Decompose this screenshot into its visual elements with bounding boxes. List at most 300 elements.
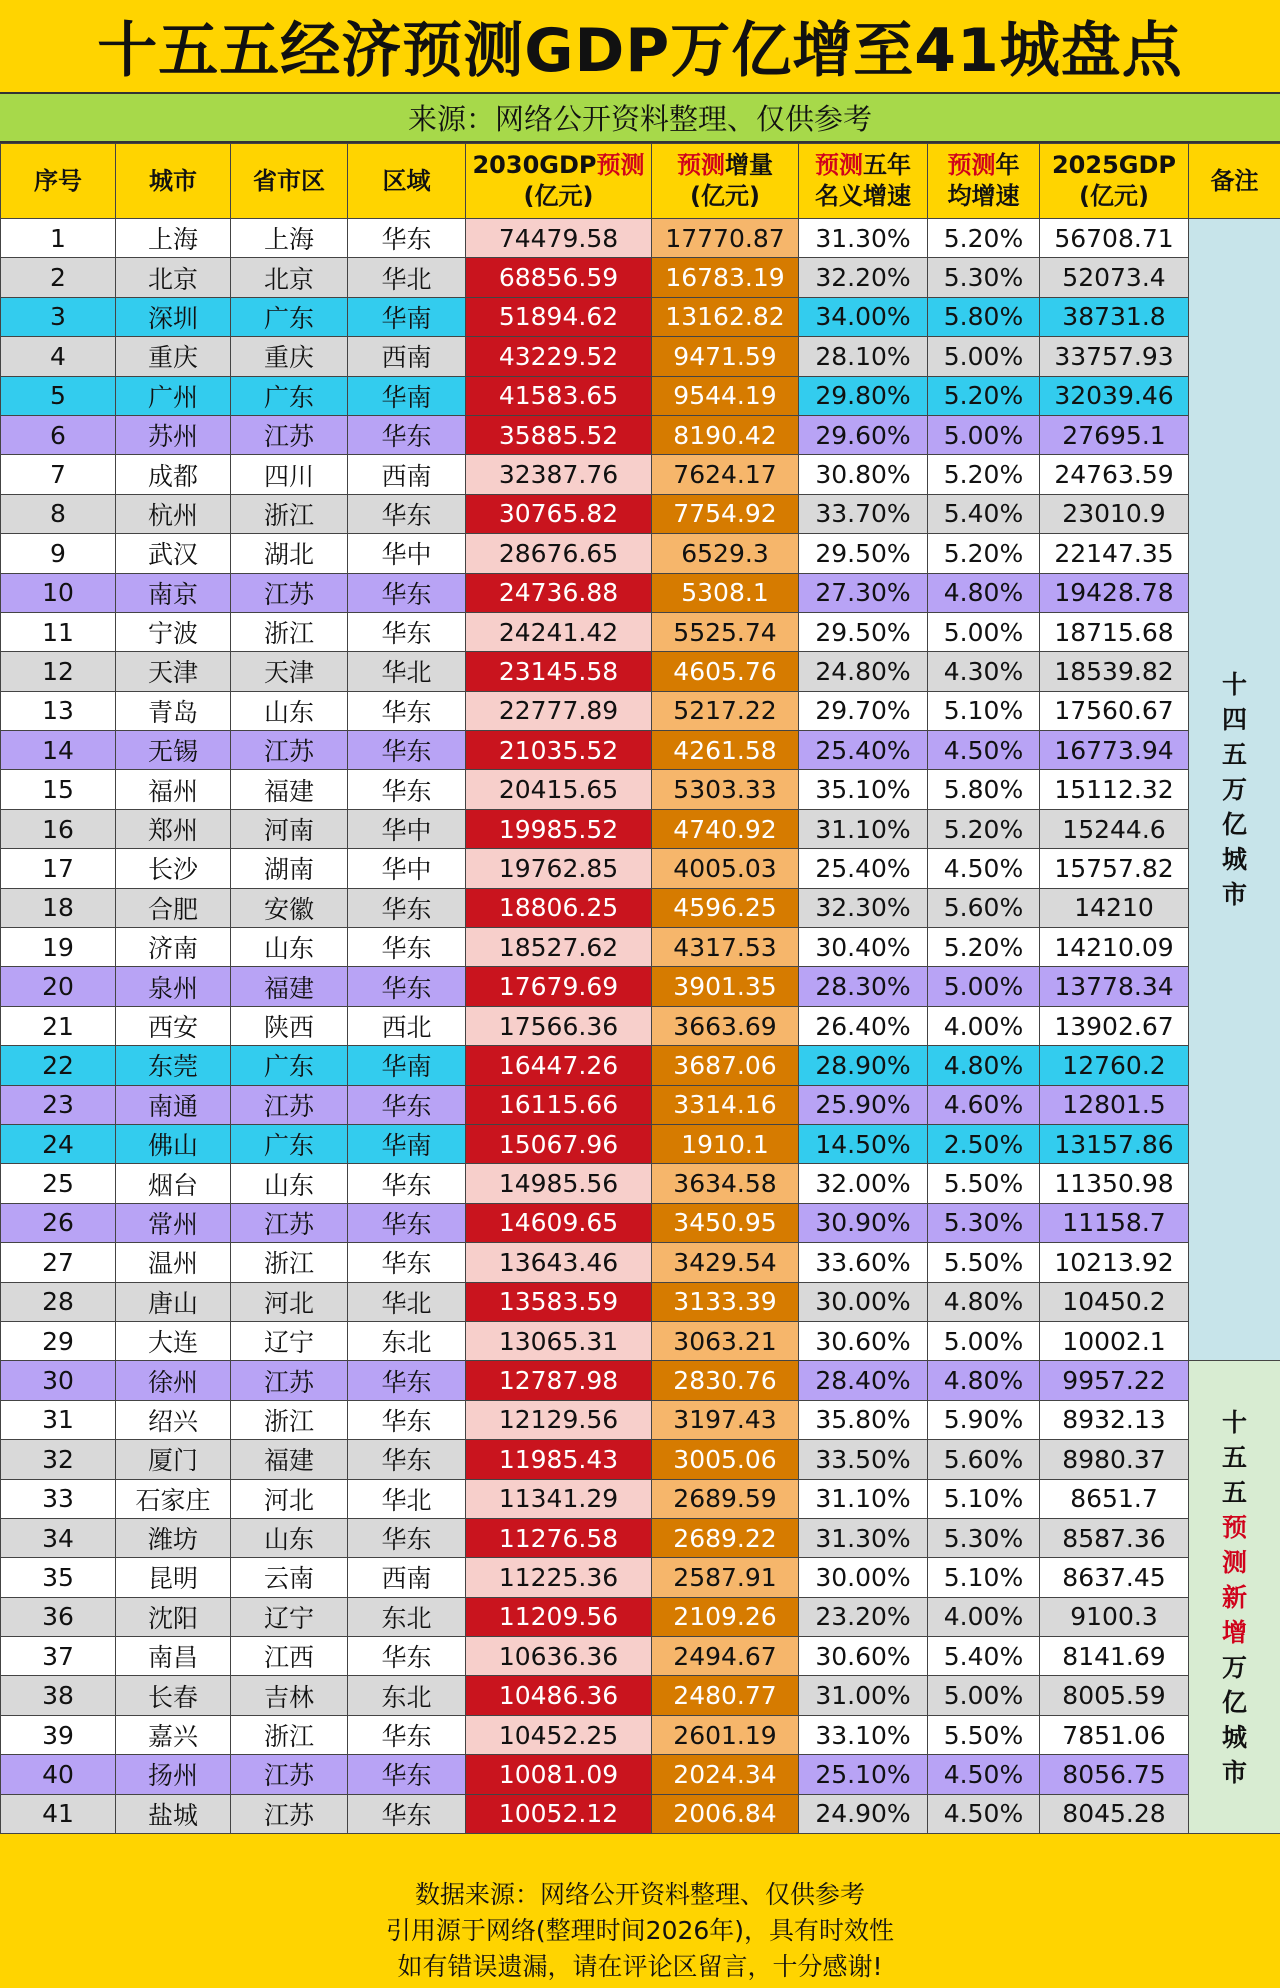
cell-increment: 3005.06: [652, 1440, 799, 1479]
cell-increment: 16783.19: [652, 258, 799, 297]
table-row: [1, 888, 1280, 927]
cell-nominal-growth: 31.10%: [799, 809, 928, 848]
cell-nominal-growth: 27.30%: [799, 573, 928, 612]
cell-annual-growth: 5.00%: [928, 337, 1040, 376]
header-avg-line2: 均增速: [947, 182, 1020, 210]
table-row: [1, 1243, 1280, 1282]
cell-province: 四川: [231, 455, 348, 494]
table-row: [1, 928, 1280, 967]
cell-gdp2030: 14985.56: [466, 1164, 652, 1203]
cell-province: 江苏: [231, 573, 348, 612]
cell-province: 天津: [231, 652, 348, 691]
cell-increment: 5217.22: [652, 691, 799, 730]
cell-region: 华东: [348, 731, 466, 770]
cell-annual-growth: 5.30%: [928, 258, 1040, 297]
cell-province: 江苏: [231, 1755, 348, 1794]
table-row: [1, 337, 1280, 376]
cell-city: 无锡: [116, 731, 231, 770]
cell-annual-growth: 5.00%: [928, 612, 1040, 651]
cell-annual-growth: 5.60%: [928, 1440, 1040, 1479]
cell-city: 常州: [116, 1203, 231, 1242]
cell-annual-growth: 5.20%: [928, 534, 1040, 573]
cell-region: 华东: [348, 967, 466, 1006]
cell-gdp2025: 24763.59: [1040, 455, 1189, 494]
cell-gdp2030: 17679.69: [466, 967, 652, 1006]
cell-gdp2030: 10636.36: [466, 1637, 652, 1676]
cell-nominal-growth: 29.60%: [799, 415, 928, 454]
cell-increment: 3197.43: [652, 1400, 799, 1439]
cell-city: 厦门: [116, 1440, 231, 1479]
cell-gdp2025: 14210.09: [1040, 928, 1189, 967]
cell-seq: 13: [1, 691, 116, 730]
header-gdp2025-label: 2025GDP: [1051, 151, 1176, 179]
table-row: [1, 1006, 1280, 1045]
cell-city: 长沙: [116, 849, 231, 888]
cell-gdp2030: 32387.76: [466, 455, 652, 494]
cell-seq: 16: [1, 809, 116, 848]
cell-region: 华东: [348, 928, 466, 967]
cell-province: 北京: [231, 258, 348, 297]
cell-province: 辽宁: [231, 1597, 348, 1636]
cell-gdp2030: 35885.52: [466, 415, 652, 454]
cell-annual-growth: 4.50%: [928, 849, 1040, 888]
note-char: 亿: [1221, 810, 1247, 840]
table-row: [1, 1676, 1280, 1715]
note-char: 五: [1221, 1442, 1247, 1472]
note-char: 亿: [1221, 1687, 1247, 1717]
cell-nominal-growth: 30.00%: [799, 1558, 928, 1597]
cell-city: 重庆: [116, 337, 231, 376]
table-row: [1, 1755, 1280, 1794]
cell-annual-growth: 4.60%: [928, 1085, 1040, 1124]
header-increment: [652, 144, 799, 219]
cell-gdp2025: 15112.32: [1040, 770, 1189, 809]
cell-annual-growth: 5.00%: [928, 1321, 1040, 1360]
cell-annual-growth: 4.00%: [928, 1597, 1040, 1636]
cell-annual-growth: 5.20%: [928, 928, 1040, 967]
cell-annual-growth: 4.80%: [928, 1282, 1040, 1321]
cell-province: 陕西: [231, 1006, 348, 1045]
cell-gdp2030: 51894.62: [466, 297, 652, 336]
cell-annual-growth: 5.10%: [928, 1479, 1040, 1518]
table-row: [1, 1794, 1280, 1833]
cell-nominal-growth: 24.80%: [799, 652, 928, 691]
cell-nominal-growth: 31.10%: [799, 1479, 928, 1518]
cell-region: 西南: [348, 455, 466, 494]
cell-province: 浙江: [231, 1715, 348, 1754]
cell-seq: 32: [1, 1440, 116, 1479]
cell-annual-growth: 5.20%: [928, 376, 1040, 415]
header-nominal-growth: [799, 144, 928, 219]
cell-gdp2025: 8045.28: [1040, 1794, 1189, 1833]
table-row: [1, 1400, 1280, 1439]
cell-increment: 2006.84: [652, 1794, 799, 1833]
cell-city: 西安: [116, 1006, 231, 1045]
table-row: [1, 967, 1280, 1006]
cell-annual-growth: 5.20%: [928, 455, 1040, 494]
cell-increment: 5303.33: [652, 770, 799, 809]
cell-nominal-growth: 30.00%: [799, 1282, 928, 1321]
header-nom-hl: 预测: [815, 151, 863, 179]
cell-seq: 31: [1, 1400, 116, 1439]
cell-region: 华东: [348, 1440, 466, 1479]
cell-annual-growth: 4.50%: [928, 1794, 1040, 1833]
cell-increment: 7624.17: [652, 455, 799, 494]
cell-province: 福建: [231, 1440, 348, 1479]
cell-gdp2030: 21035.52: [466, 731, 652, 770]
cell-province: 安徽: [231, 888, 348, 927]
cell-region: 华东: [348, 1637, 466, 1676]
cell-gdp2025: 14210: [1040, 888, 1189, 927]
note-char: 城: [1221, 1722, 1247, 1752]
header-note: 备注: [1189, 144, 1280, 219]
note-char: 四: [1221, 705, 1247, 735]
cell-seq: 36: [1, 1597, 116, 1636]
cell-region: 华东: [348, 691, 466, 730]
cell-city: 合肥: [116, 888, 231, 927]
cell-seq: 25: [1, 1164, 116, 1203]
cell-province: 浙江: [231, 612, 348, 651]
note-fifteenth-plan-new-cities: [1189, 1361, 1280, 1834]
gdp-table: [0, 143, 1280, 1834]
cell-seq: 21: [1, 1006, 116, 1045]
footer-line-2: 引用源于网络(整理时间2026年)，具有时效性: [385, 1916, 895, 1945]
cell-gdp2025: 23010.9: [1040, 494, 1189, 533]
table-row: [1, 573, 1280, 612]
cell-nominal-growth: 32.30%: [799, 888, 928, 927]
cell-annual-growth: 2.50%: [928, 1124, 1040, 1163]
cell-city: 沈阳: [116, 1597, 231, 1636]
cell-seq: 22: [1, 1046, 116, 1085]
cell-nominal-growth: 26.40%: [799, 1006, 928, 1045]
cell-city: 盐城: [116, 1794, 231, 1833]
cell-region: 华中: [348, 849, 466, 888]
cell-nominal-growth: 34.00%: [799, 297, 928, 336]
cell-nominal-growth: 23.20%: [799, 1597, 928, 1636]
cell-gdp2025: 10450.2: [1040, 1282, 1189, 1321]
cell-gdp2030: 12129.56: [466, 1400, 652, 1439]
cell-gdp2025: 19428.78: [1040, 573, 1189, 612]
cell-seq: 39: [1, 1715, 116, 1754]
cell-region: 华北: [348, 258, 466, 297]
cell-seq: 17: [1, 849, 116, 888]
cell-gdp2030: 10486.36: [466, 1676, 652, 1715]
cell-increment: 2689.59: [652, 1479, 799, 1518]
header-inc-post: 增量: [725, 151, 773, 179]
cell-region: 华东: [348, 1243, 466, 1282]
cell-nominal-growth: 29.50%: [799, 612, 928, 651]
table-row: [1, 731, 1280, 770]
cell-seq: 26: [1, 1203, 116, 1242]
table-row: [1, 1124, 1280, 1163]
note-char: 十: [1221, 1407, 1247, 1437]
note-vertical-text: [1189, 1405, 1280, 1790]
cell-increment: 9471.59: [652, 337, 799, 376]
cell-gdp2030: 13583.59: [466, 1282, 652, 1321]
cell-gdp2030: 74479.58: [466, 219, 652, 258]
note-char: 十: [1221, 670, 1247, 700]
cell-city: 潍坊: [116, 1518, 231, 1557]
cell-seq: 3: [1, 297, 116, 336]
cell-seq: 30: [1, 1361, 116, 1400]
cell-gdp2025: 12760.2: [1040, 1046, 1189, 1085]
header-nom-post: 五年: [863, 151, 911, 179]
cell-nominal-growth: 31.30%: [799, 219, 928, 258]
cell-seq: 14: [1, 731, 116, 770]
cell-gdp2030: 18806.25: [466, 888, 652, 927]
cell-gdp2030: 68856.59: [466, 258, 652, 297]
header-region: 区域: [348, 144, 466, 219]
cell-nominal-growth: 28.10%: [799, 337, 928, 376]
cell-gdp2030: 43229.52: [466, 337, 652, 376]
cell-region: 华东: [348, 1755, 466, 1794]
cell-gdp2025: 7851.06: [1040, 1715, 1189, 1754]
cell-city: 泉州: [116, 967, 231, 1006]
cell-seq: 29: [1, 1321, 116, 1360]
cell-gdp2025: 13902.67: [1040, 1006, 1189, 1045]
table-row: [1, 1282, 1280, 1321]
cell-annual-growth: 5.20%: [928, 219, 1040, 258]
cell-nominal-growth: 33.50%: [799, 1440, 928, 1479]
cell-province: 河北: [231, 1282, 348, 1321]
cell-gdp2030: 11341.29: [466, 1479, 652, 1518]
header-city: 城市: [116, 144, 231, 219]
table-row: [1, 415, 1280, 454]
cell-annual-growth: 5.60%: [928, 888, 1040, 927]
cell-region: 华北: [348, 652, 466, 691]
cell-nominal-growth: 25.40%: [799, 731, 928, 770]
cell-seq: 7: [1, 455, 116, 494]
cell-city: 广州: [116, 376, 231, 415]
cell-seq: 38: [1, 1676, 116, 1715]
table-row: [1, 1203, 1280, 1242]
cell-city: 唐山: [116, 1282, 231, 1321]
cell-nominal-growth: 28.40%: [799, 1361, 928, 1400]
cell-province: 河北: [231, 1479, 348, 1518]
cell-gdp2030: 20415.65: [466, 770, 652, 809]
table-row: [1, 1361, 1280, 1400]
cell-gdp2030: 10452.25: [466, 1715, 652, 1754]
cell-city: 徐州: [116, 1361, 231, 1400]
header-inc-hl: 预测: [677, 151, 725, 179]
cell-region: 华东: [348, 1794, 466, 1833]
cell-province: 湖北: [231, 534, 348, 573]
cell-gdp2025: 8651.7: [1040, 1479, 1189, 1518]
cell-nominal-growth: 28.90%: [799, 1046, 928, 1085]
cell-province: 山东: [231, 1518, 348, 1557]
cell-seq: 2: [1, 258, 116, 297]
cell-seq: 8: [1, 494, 116, 533]
cell-province: 浙江: [231, 494, 348, 533]
cell-gdp2030: 30765.82: [466, 494, 652, 533]
header-province: 省市区: [231, 144, 348, 219]
cell-increment: 4596.25: [652, 888, 799, 927]
cell-gdp2030: 24241.42: [466, 612, 652, 651]
cell-region: 华东: [348, 1085, 466, 1124]
cell-city: 杭州: [116, 494, 231, 533]
cell-seq: 5: [1, 376, 116, 415]
cell-province: 山东: [231, 1164, 348, 1203]
cell-gdp2030: 11276.58: [466, 1518, 652, 1557]
cell-nominal-growth: 29.80%: [799, 376, 928, 415]
cell-nominal-growth: 35.80%: [799, 1400, 928, 1439]
cell-annual-growth: 5.10%: [928, 691, 1040, 730]
cell-region: 华东: [348, 888, 466, 927]
cell-city: 天津: [116, 652, 231, 691]
cell-nominal-growth: 31.30%: [799, 1518, 928, 1557]
cell-increment: 3063.21: [652, 1321, 799, 1360]
cell-city: 武汉: [116, 534, 231, 573]
cell-region: 华东: [348, 1518, 466, 1557]
table-row: [1, 1321, 1280, 1360]
cell-city: 嘉兴: [116, 1715, 231, 1754]
cell-seq: 20: [1, 967, 116, 1006]
table-row: [1, 1164, 1280, 1203]
table-row: [1, 258, 1280, 297]
cell-increment: 2601.19: [652, 1715, 799, 1754]
cell-region: 华东: [348, 1400, 466, 1439]
table-row: [1, 1085, 1280, 1124]
note-fourteenth-plan-cities: [1189, 219, 1280, 1361]
cell-seq: 1: [1, 219, 116, 258]
cell-annual-growth: 5.50%: [928, 1164, 1040, 1203]
header-seq: 序号: [1, 144, 116, 219]
cell-gdp2030: 10052.12: [466, 1794, 652, 1833]
cell-nominal-growth: 25.40%: [799, 849, 928, 888]
cell-city: 石家庄: [116, 1479, 231, 1518]
cell-region: 西北: [348, 1006, 466, 1045]
cell-gdp2030: 11985.43: [466, 1440, 652, 1479]
cell-annual-growth: 5.80%: [928, 770, 1040, 809]
table-header-row: [1, 144, 1280, 219]
table-row: [1, 494, 1280, 533]
header-gdp2030-pre: 2030GDP: [472, 151, 597, 179]
table-row: [1, 1558, 1280, 1597]
cell-seq: 4: [1, 337, 116, 376]
cell-gdp2025: 17560.67: [1040, 691, 1189, 730]
header-avg-post: 年: [995, 151, 1020, 179]
cell-region: 华东: [348, 770, 466, 809]
header-annual-growth: [928, 144, 1040, 219]
cell-gdp2025: 56708.71: [1040, 219, 1189, 258]
cell-gdp2025: 27695.1: [1040, 415, 1189, 454]
cell-seq: 41: [1, 1794, 116, 1833]
table-row: [1, 1715, 1280, 1754]
cell-increment: 13162.82: [652, 297, 799, 336]
cell-gdp2030: 24736.88: [466, 573, 652, 612]
cell-province: 江苏: [231, 1361, 348, 1400]
table-row: [1, 849, 1280, 888]
cell-gdp2030: 15067.96: [466, 1124, 652, 1163]
cell-increment: 9544.19: [652, 376, 799, 415]
cell-seq: 28: [1, 1282, 116, 1321]
cell-gdp2025: 22147.35: [1040, 534, 1189, 573]
cell-nominal-growth: 14.50%: [799, 1124, 928, 1163]
table-row: [1, 1046, 1280, 1085]
cell-gdp2025: 12801.5: [1040, 1085, 1189, 1124]
cell-increment: 2024.34: [652, 1755, 799, 1794]
cell-province: 重庆: [231, 337, 348, 376]
footer-line-1: 数据来源：网络公开资料整理、仅供参考: [414, 1880, 865, 1909]
cell-increment: 4605.76: [652, 652, 799, 691]
cell-seq: 9: [1, 534, 116, 573]
cell-province: 江苏: [231, 1203, 348, 1242]
cell-province: 江苏: [231, 731, 348, 770]
cell-region: 华南: [348, 1124, 466, 1163]
cell-province: 云南: [231, 1558, 348, 1597]
cell-gdp2025: 16773.94: [1040, 731, 1189, 770]
footer-line-3: 如有错误遗漏，请在评论区留言，十分感谢!: [397, 1952, 883, 1981]
cell-annual-growth: 5.50%: [928, 1715, 1040, 1754]
table-row: [1, 1479, 1280, 1518]
cell-region: 华东: [348, 1164, 466, 1203]
cell-gdp2025: 10002.1: [1040, 1321, 1189, 1360]
cell-gdp2025: 9957.22: [1040, 1361, 1189, 1400]
cell-increment: 3429.54: [652, 1243, 799, 1282]
cell-region: 华东: [348, 1361, 466, 1400]
cell-province: 江苏: [231, 1085, 348, 1124]
cell-gdp2030: 19762.85: [466, 849, 652, 888]
cell-city: 烟台: [116, 1164, 231, 1203]
cell-annual-growth: 4.80%: [928, 1361, 1040, 1400]
note-char: 市: [1221, 1757, 1247, 1787]
cell-gdp2030: 41583.65: [466, 376, 652, 415]
cell-seq: 15: [1, 770, 116, 809]
table-row: [1, 809, 1280, 848]
cell-nominal-growth: 29.50%: [799, 534, 928, 573]
cell-gdp2030: 22777.89: [466, 691, 652, 730]
note-char: 测: [1221, 1547, 1247, 1577]
cell-seq: 37: [1, 1637, 116, 1676]
table-row: [1, 219, 1280, 258]
cell-gdp2030: 23145.58: [466, 652, 652, 691]
cell-seq: 19: [1, 928, 116, 967]
cell-gdp2025: 11158.7: [1040, 1203, 1189, 1242]
cell-region: 华东: [348, 494, 466, 533]
page-title: 十五五经济预测GDP万亿增至41城盘点: [0, 0, 1280, 92]
cell-increment: 3314.16: [652, 1085, 799, 1124]
cell-gdp2030: 28676.65: [466, 534, 652, 573]
cell-province: 福建: [231, 770, 348, 809]
cell-province: 浙江: [231, 1400, 348, 1439]
cell-gdp2030: 19985.52: [466, 809, 652, 848]
cell-region: 西南: [348, 337, 466, 376]
table-row: [1, 376, 1280, 415]
cell-increment: 2494.67: [652, 1637, 799, 1676]
cell-nominal-growth: 30.80%: [799, 455, 928, 494]
cell-gdp2025: 9100.3: [1040, 1597, 1189, 1636]
cell-region: 华东: [348, 612, 466, 651]
cell-gdp2025: 33757.93: [1040, 337, 1189, 376]
cell-nominal-growth: 25.90%: [799, 1085, 928, 1124]
note-char: 五: [1221, 740, 1247, 770]
cell-gdp2025: 11350.98: [1040, 1164, 1189, 1203]
cell-nominal-growth: 33.60%: [799, 1243, 928, 1282]
table-row: [1, 297, 1280, 336]
cell-city: 济南: [116, 928, 231, 967]
cell-annual-growth: 5.00%: [928, 415, 1040, 454]
cell-increment: 6529.3: [652, 534, 799, 573]
cell-region: 东北: [348, 1676, 466, 1715]
cell-city: 福州: [116, 770, 231, 809]
cell-region: 华南: [348, 376, 466, 415]
cell-increment: 1910.1: [652, 1124, 799, 1163]
footer: [0, 1874, 1280, 1988]
note-char: 增: [1221, 1617, 1247, 1647]
cell-province: 福建: [231, 967, 348, 1006]
cell-nominal-growth: 28.30%: [799, 967, 928, 1006]
cell-increment: 4261.58: [652, 731, 799, 770]
